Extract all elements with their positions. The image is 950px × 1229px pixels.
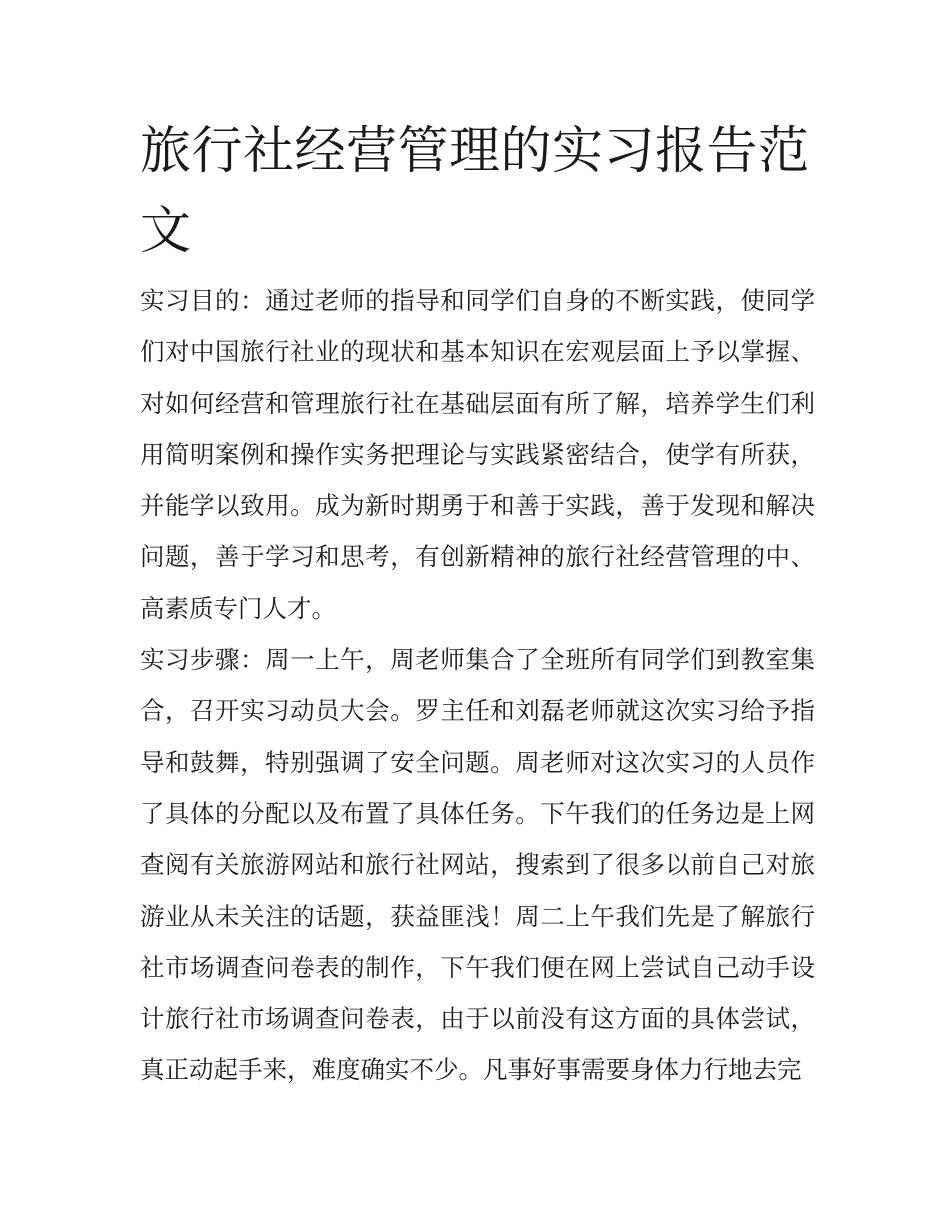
document-title: 旅行社经营管理的实习报告范文: [140, 122, 810, 261]
paragraph-steps: 实习步骤：周一上午，周老师集合了全班所有同学们到教室集合，召开实习动员大会。罗主任和刘磊老师就这次实习给予指导和鼓舞，特别强调了安全问题。周老师对这次实习的人员作了具体的分配以及布置了具体任务。下午我们的任务边是上网查阅有关旅游网站和旅行社网站，搜索到了很多以前自己对旅游业从未关注的话题，获益匪浅！周二上午我们先是了解旅行社市场调查问卷表的制作，下午我们便在网上尝试自己动手设计旅行社市场调查问卷表，由于以前没有这方面的具体尝试，真正动起手来，难度确实不少。凡事好事需要身体力行地去完: [140, 645, 815, 1085]
document-body: [140, 275, 815, 1096]
paragraph-purpose: 实习目的：通过老师的指导和同学们自身的不断实践，使同学们对中国旅行社业的现状和基本知识在宏观层面上予以掌握、对如何经营和管理旅行社在基础层面有所了解，培养学生们利用简明案例和操作实务把理论与实践紧密结合，使学有所获，并能学以致用。成为新时期勇于和善于实践，善于发现和解决问题，善于学习和思考，有创新精神的旅行社经营管理的中、高素质专门人才。: [140, 286, 815, 623]
